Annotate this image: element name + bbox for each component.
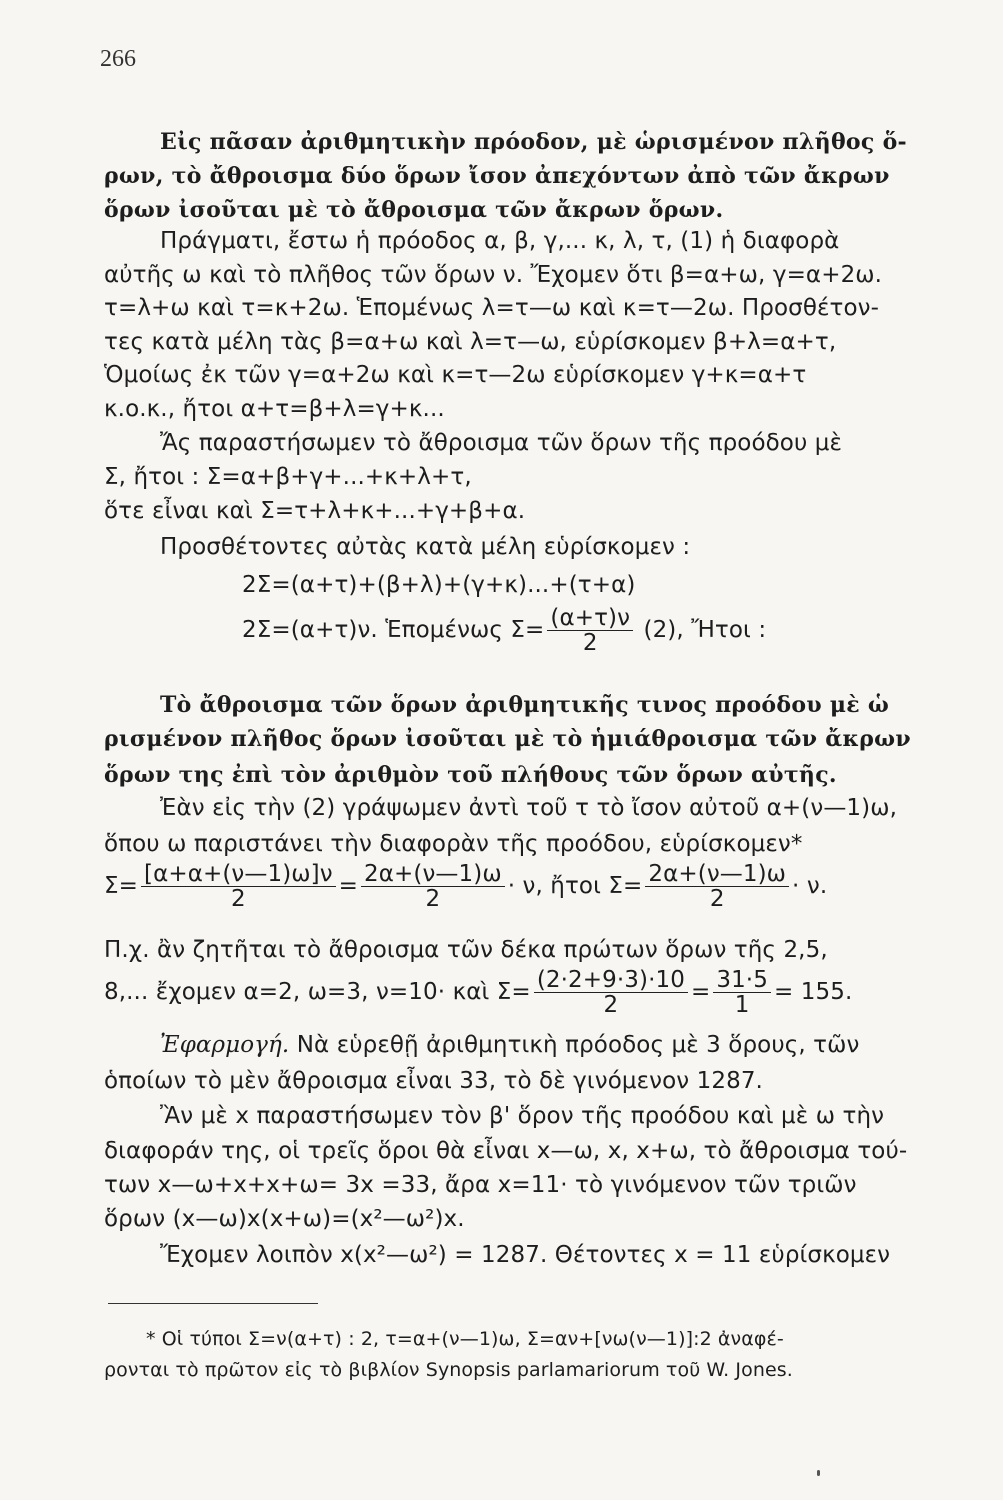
- equals-sign: =: [690, 979, 711, 1005]
- fraction: [547, 606, 633, 655]
- equation-line: 2Σ=(α+τ)+(β+λ)+(γ+κ)...+(τ+α): [242, 572, 636, 598]
- equation-3: [104, 862, 827, 911]
- footnote-line: ρονται τὸ πρῶτον εἰς τὸ βιβλίον Synopsis parlamariorum τοῦ W. Jones.: [104, 1359, 793, 1381]
- equation-3-lhs: Σ=: [104, 873, 139, 899]
- application-text: Νὰ εὑρεθῇ ἀριθμητικὴ πρόοδος μὲ 3 ὅρους, τῶν: [296, 1032, 860, 1058]
- text-line: ὅπου ω παριστάνει τὴν διαφορὰν τῆς προόδου, εὑρίσκομεν*: [104, 831, 803, 857]
- fraction-denominator: 2: [230, 886, 246, 912]
- print-speck: [817, 1470, 820, 1476]
- theorem-line: Εἰς πᾶσαν ἀριθμητικὴν πρόοδον, μὲ ὡρισμένον πλῆθος ὅ-: [160, 129, 907, 155]
- proof-line: τες κατὰ μέλη τὰς β=α+ω καὶ λ=τ—ω, εὑρίσκομεν β+λ=α+τ,: [104, 329, 837, 355]
- equation-3-end: · ν.: [792, 873, 828, 899]
- theorem-line: ρισμένον πλῆθος ὅρων ἰσοῦται μὲ τὸ ἡμιάθροισμα τῶν ἄκρων: [104, 726, 911, 752]
- proof-line: Ὁμοίως ἐκ τῶν γ=α+2ω καὶ κ=τ—2ω εὑρίσκομεν γ+κ=α+τ: [104, 362, 807, 388]
- proof-line: κ.ο.κ., ἤτοι α+τ=β+λ=γ+κ...: [104, 396, 445, 422]
- application-line: διαφοράν της, οἱ τρεῖς ὅροι θὰ εἶναι x—ω, x, x+ω, τὸ ἄθροισμα τού-: [104, 1138, 908, 1164]
- application-line: ὅρων (x—ω)x(x+ω)=(x²—ω²)x.: [104, 1206, 465, 1232]
- application-line: Ἔχομεν λοιπὸν x(x²—ω²) = 1287. Θέτοντες x = 11 εὑρίσκομεν: [160, 1242, 891, 1268]
- fraction-denominator: 2: [709, 886, 725, 912]
- page-number: 266: [100, 46, 136, 72]
- fraction-numerator: 2α+(ν—1)ω: [645, 862, 789, 887]
- theorem-line: Τὸ ἄθροισμα τῶν ὅρων ἀριθμητικῆς τινος προόδου μὲ ὡ: [160, 692, 890, 718]
- application-line: Ἂν μὲ x παραστήσωμεν τὸν β' ὅρον τῆς προόδου καὶ μὲ ω τὴν: [160, 1103, 885, 1129]
- fraction-numerator: 2α+(ν—1)ω: [361, 862, 505, 887]
- fraction-denominator: 2: [603, 992, 619, 1018]
- proof-line: Προσθέτοντες αὐτὰς κατὰ μέλη εὑρίσκομεν :: [160, 534, 691, 560]
- fraction-numerator: [α+α+(ν—1)ω]ν: [141, 862, 336, 887]
- equation-4: [104, 968, 852, 1017]
- fraction: [645, 862, 789, 911]
- fraction-denominator: 1: [734, 992, 750, 1018]
- fraction-denominator: 2: [582, 630, 598, 656]
- equation-4-end: = 155.: [773, 979, 853, 1005]
- fraction-denominator: 2: [425, 886, 441, 912]
- proof-line: Πράγματι, ἔστω ἡ πρόοδος α, β, γ,... κ, λ, τ, (1) ἡ διαφορὰ: [160, 228, 840, 254]
- fraction: [534, 968, 688, 1017]
- proof-line: Ἄς παραστήσωμεν τὸ ἄθροισμα τῶν ὅρων τῆς προόδου μὲ: [160, 430, 843, 456]
- footnote-rule: [108, 1303, 318, 1304]
- equation-2-right: (2), Ἤτοι :: [643, 617, 767, 643]
- equation-2: [242, 606, 766, 655]
- application-line: των x—ω+x+x+ω= 3x =33, ἄρα x=11· τὸ γινόμενον τῶν τριῶν: [104, 1172, 857, 1198]
- application-line: [160, 1030, 859, 1060]
- text-line: Ἐὰν εἰς τὴν (2) γράψωμεν ἀντὶ τοῦ τ τὸ ἴσον αὐτοῦ α+(ν—1)ω,: [160, 795, 898, 821]
- example-line: Π.χ. ἂν ζητῆται τὸ ἄθροισμα τῶν δέκα πρώτων ὅρων τῆς 2,5,: [104, 937, 828, 963]
- application-line: ὁποίων τὸ μὲν ἄθροισμα εἶναι 33, τὸ δὲ γινόμενον 1287.: [104, 1068, 763, 1094]
- equation-4-left: 8,... ἔχομεν α=2, ω=3, ν=10· καὶ Σ=: [104, 979, 531, 1005]
- footnote-line: * Οἱ τύποι Σ=ν(α+τ) : 2, τ=α+(ν—1)ω, Σ=αν+[νω(ν—1)]:2 ἀναφέ-: [146, 1328, 784, 1350]
- theorem-line: ὅρων ἰσοῦται μὲ τὸ ἄθροισμα τῶν ἄκρων ὅρων.: [104, 197, 724, 223]
- proof-line: αὐτῆς ω καὶ τὸ πλῆθος τῶν ὅρων ν. Ἔχομεν ὅτι β=α+ω, γ=α+2ω.: [104, 262, 883, 288]
- fraction-numerator: 31·5: [713, 968, 771, 993]
- proof-line: τ=λ+ω καὶ τ=κ+2ω. Ἑπομένως λ=τ—ω καὶ κ=τ—2ω. Προσθέτον-: [104, 295, 880, 321]
- fraction-numerator: (α+τ)ν: [547, 606, 633, 631]
- theorem-line: ρων, τὸ ἄθροισμα δύο ὅρων ἴσον ἀπεχόντων ἀπὸ τῶν ἄκρων: [104, 163, 890, 189]
- equals-sign: =: [338, 873, 359, 899]
- proof-line: ὅτε εἶναι καὶ Σ=τ+λ+κ+...+γ+β+α.: [104, 498, 526, 524]
- fraction: [361, 862, 505, 911]
- fraction-numerator: (2·2+9·3)·10: [534, 968, 688, 993]
- proof-line: Σ, ἤτοι : Σ=α+β+γ+...+κ+λ+τ,: [104, 464, 472, 490]
- equation-3-mid: · ν, ἤτοι Σ=: [507, 873, 643, 899]
- fraction: [713, 968, 771, 1017]
- equation-2-left: 2Σ=(α+τ)ν. Ἑπομένως Σ=: [242, 617, 545, 643]
- application-label: Ἐφαρμογή.: [160, 1032, 290, 1058]
- theorem-line: ὅρων της ἐπὶ τὸν ἀριθμὸν τοῦ πλήθους τῶν ὅρων αὐτῆς.: [104, 762, 837, 788]
- fraction: [141, 862, 336, 911]
